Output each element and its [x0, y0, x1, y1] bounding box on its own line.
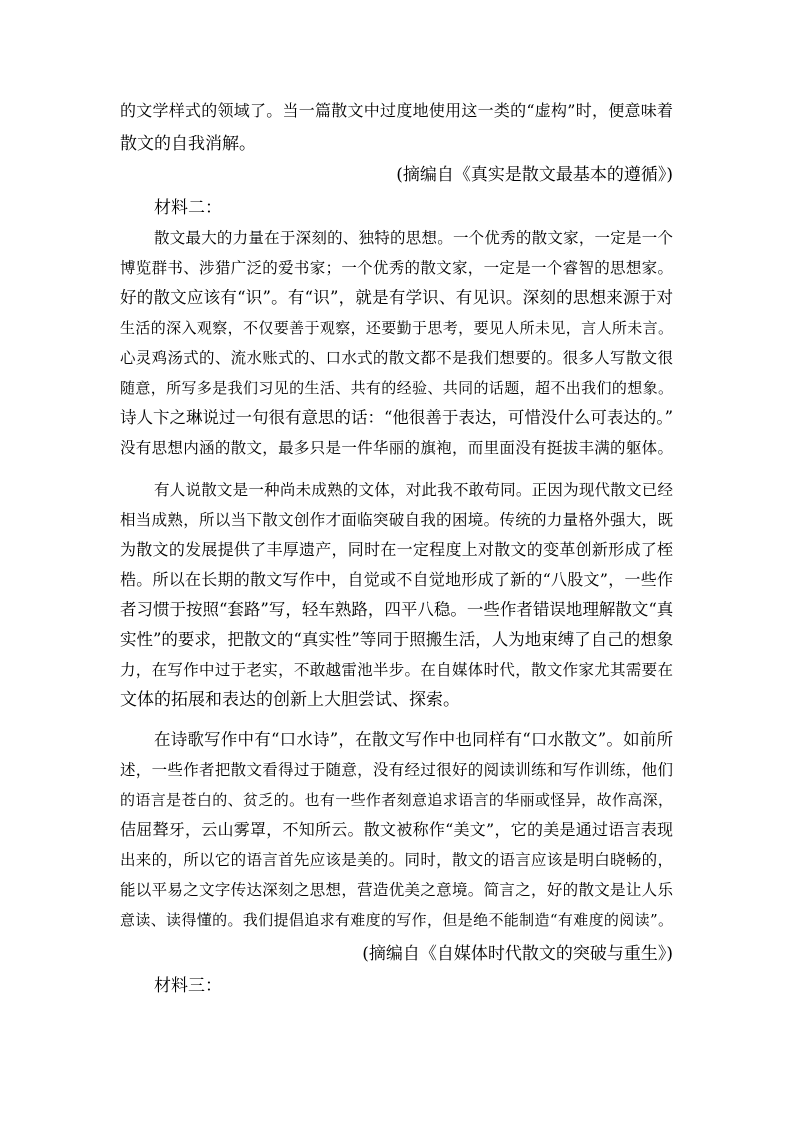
- m2-p1-line-3: 好的散文应该有“识”。有“识”，就是有学识、有见识。深刻的思想来源于对: [120, 288, 673, 307]
- m2-p3-line-2: 述，一些作者把散文看得过于随意，没有经过很好的阅读训练和写作训练，他们: [120, 761, 673, 779]
- source-citation-1: (摘编自《真实是散文最基本的遵循》): [396, 165, 673, 185]
- m2-p2-line-2: 相当成熟，所以当下散文创作才面临突破自我的困境。传统的力量格外强大，既: [120, 511, 673, 529]
- m2-p3-line-5: 出来的，所以它的语言首先应该是美的。同时，散文的语言应该是明白晓畅的，: [120, 851, 673, 869]
- m2-p3-line-6: 能以平易之文字传达深刻之思想，营造优美之意境。简言之，好的散文是让人乐: [120, 881, 673, 899]
- m2-p1-line-1: 散文最大的力量在于深刻的、独特的思想。一个优秀的散文家，一定是一个: [154, 229, 673, 247]
- m2-p1-line-6: 随意，所写多是我们习见的生活、共有的经验、共同的话题，超不出我们的想象。: [120, 379, 673, 397]
- m2-p2-line-3: 为散文的发展提供了丰厚遗产，同时在一定程度上对散文的变革创新形成了桎: [120, 540, 673, 559]
- material-2-heading: 材料二：: [154, 198, 222, 218]
- m2-p3-line-4: 佶屈聱牙，云山雾罩，不知所云。散文被称作“美文”，它的美是通过语言表现: [120, 820, 673, 839]
- intro-line-1: 的文学样式的领域了。当一篇散文中过度地使用这一类的“虚构”时，便意味着: [120, 101, 673, 120]
- m2-p1-line-7: 诗人卞之琳说过一句很有意思的话：“他很善于表达，可惜没什么可表达的。”: [120, 408, 674, 427]
- m2-p2-line-8: 文体的拓展和表达的创新上大胆尝试、探索。: [120, 690, 460, 710]
- m2-p1-line-5: 心灵鸡汤式的、流水账式的、口水式的散文都不是我们想要的。很多人写散文很: [120, 349, 673, 367]
- m2-p2-line-4: 梏。所以在长期的散文写作中，自觉或不自觉地形成了新的“八股文”，一些作: [120, 570, 673, 589]
- source-citation-2: (摘编自《自媒体时代散文的突破与重生》): [362, 944, 673, 964]
- m2-p1-line-4: 生活的深入观察，不仅要善于观察，还要勤于思考，要见人所未见，言人所未言。: [120, 319, 673, 337]
- intro-line-2: 散文的自我消解。: [120, 134, 256, 154]
- m2-p1-line-2: 博览群书、涉猎广泛的爱书家；一个优秀的散文家，一定是一个睿智的思想家。: [120, 259, 673, 277]
- m2-p2-line-7: 力，在写作中过于老实，不敢越雷池半步。在自媒体时代，散文作家尤其需要在: [120, 661, 673, 679]
- m2-p1-line-8: 没有思想内涵的散文，最多只是一件华丽的旗袍，而里面没有挺拔丰满的躯体。: [120, 439, 673, 457]
- m2-p3-line-3: 的语言是苍白的、贫乏的。也有一些作者刻意追求语言的华丽或怪异，故作高深，: [120, 791, 673, 809]
- m2-p2-line-6: 实性”的要求，把散文的“真实性”等同于照搬生活，人为地束缚了自己的想象: [120, 630, 674, 649]
- material-3-heading: 材料三：: [154, 976, 222, 996]
- m2-p3-line-7: 意读、读得懂的。我们提倡追求有难度的写作，但是绝不能制造“有难度的阅读”。: [120, 911, 673, 929]
- m2-p3-line-1: 在诗歌写作中有“口水诗”，在散文写作中也同样有“口水散文”。如前所: [154, 730, 673, 749]
- m2-p2-line-5: 者习惯于按照“套路”写，轻车熟路，四平八稳。一些作者错误地理解散文“真: [120, 600, 674, 619]
- m2-p2-line-1: 有人说散文是一种尚未成熟的文体，对此我不敢苟同。正因为现代散文已经: [154, 481, 673, 499]
